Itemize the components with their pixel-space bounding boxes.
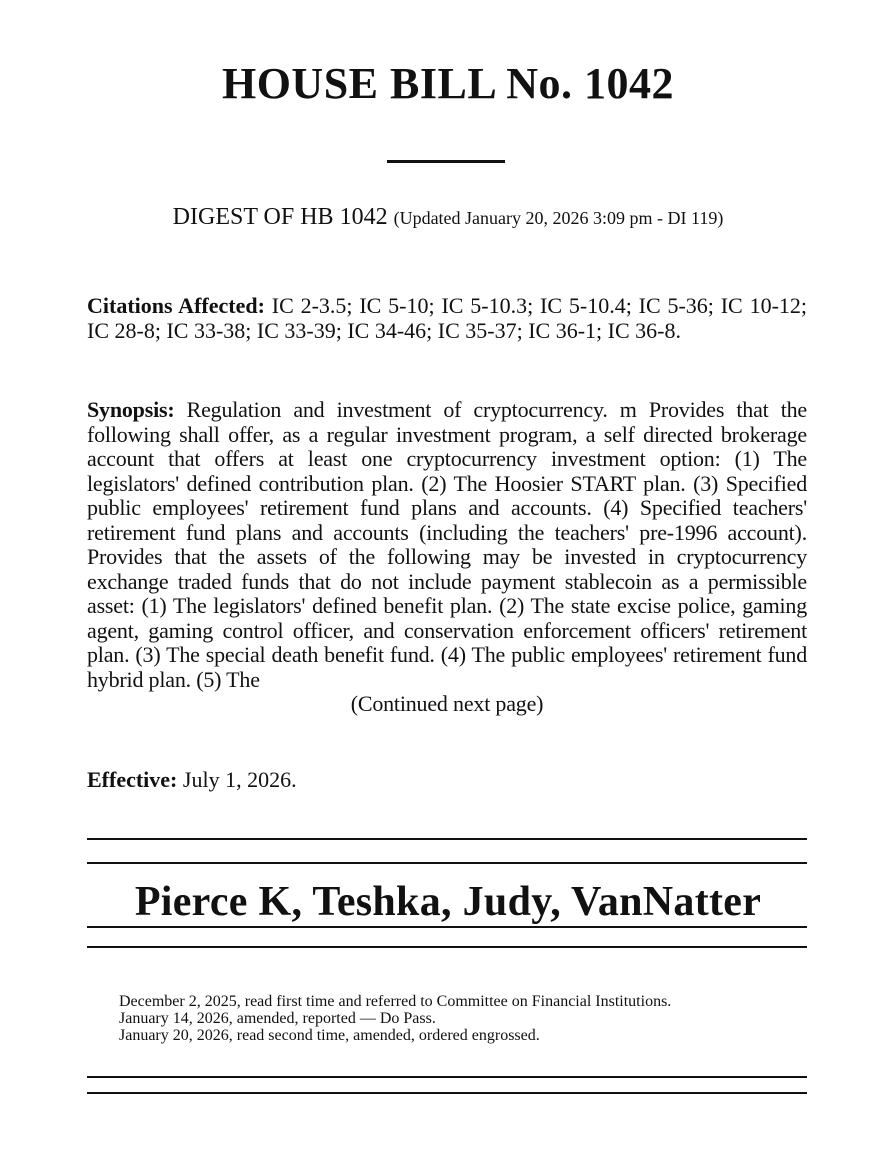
legislative-history [119, 993, 819, 1044]
divider-rule [87, 838, 807, 840]
divider-rule [87, 862, 807, 864]
citations-label: Citations Affected: [87, 293, 265, 318]
sponsors: Pierce K, Teshka, Judy, VanNatter [134, 879, 762, 925]
digest-heading: DIGEST OF HB 1042 [172, 204, 388, 230]
history-entry: December 2, 2025, read first time and referred to Committee on Financial Institutions. [119, 993, 672, 1010]
digest-updated: (Updated January 20, 2026 3:09 pm - DI 119) [393, 208, 724, 228]
synopsis-text: Regulation and investment of cryptocurrency. m Provides that the following shall offer, as a regular investment program, a self directed brokerage account that offers at least one cryptocurrency investment option: (1) The legislators' defined contribution plan. (2) The Hoosier START plan. (3) Specified public employees' retirement fund plans and accounts. (4) Specified teachers' retirement fund plans and accounts (including the teachers' pre-1996 account). Provides that the assets of the following may be invested in cryptocurrency exchange traded funds that do not include payment stablecoin as a permissible asset: (1) The legislators' defined benefit plan. (2) The state excise police, gaming agent, gaming control officer, and conservation enforcement officers' retirement plan. (3) The special death benefit fund. (4) The public employees' retirement fund hybrid plan. (5) The [87, 397, 807, 692]
divider-rule [87, 1092, 807, 1094]
effective-label: Effective: [87, 767, 178, 792]
bill-title: HOUSE BILL No. 1042 [221, 59, 675, 108]
digest-heading-line [0, 204, 896, 231]
synopsis [87, 398, 807, 717]
history-entry: January 20, 2026, read second time, amended, ordered engrossed. [119, 1027, 540, 1044]
effective-text: July 1, 2026. [182, 767, 297, 792]
title-underline [387, 160, 505, 163]
effective-date [87, 768, 807, 793]
continued-note: (Continued next page) [350, 691, 544, 716]
divider-rule [87, 1076, 807, 1078]
divider-rule [87, 946, 807, 948]
synopsis-label: Synopsis: [87, 397, 175, 422]
citations-text: IC 2-3.5; IC 5-10; IC 5-10.3; IC 5-10.4; IC 5-36; IC 10-12; IC 28-8; IC 33-38; IC 33-39; IC 34-46; IC 35-37; IC 36-1; IC 36-8. [87, 293, 808, 343]
citations-affected [87, 294, 807, 343]
divider-rule [87, 926, 807, 928]
history-entry: January 14, 2026, amended, reported — Do Pass. [119, 1010, 436, 1027]
